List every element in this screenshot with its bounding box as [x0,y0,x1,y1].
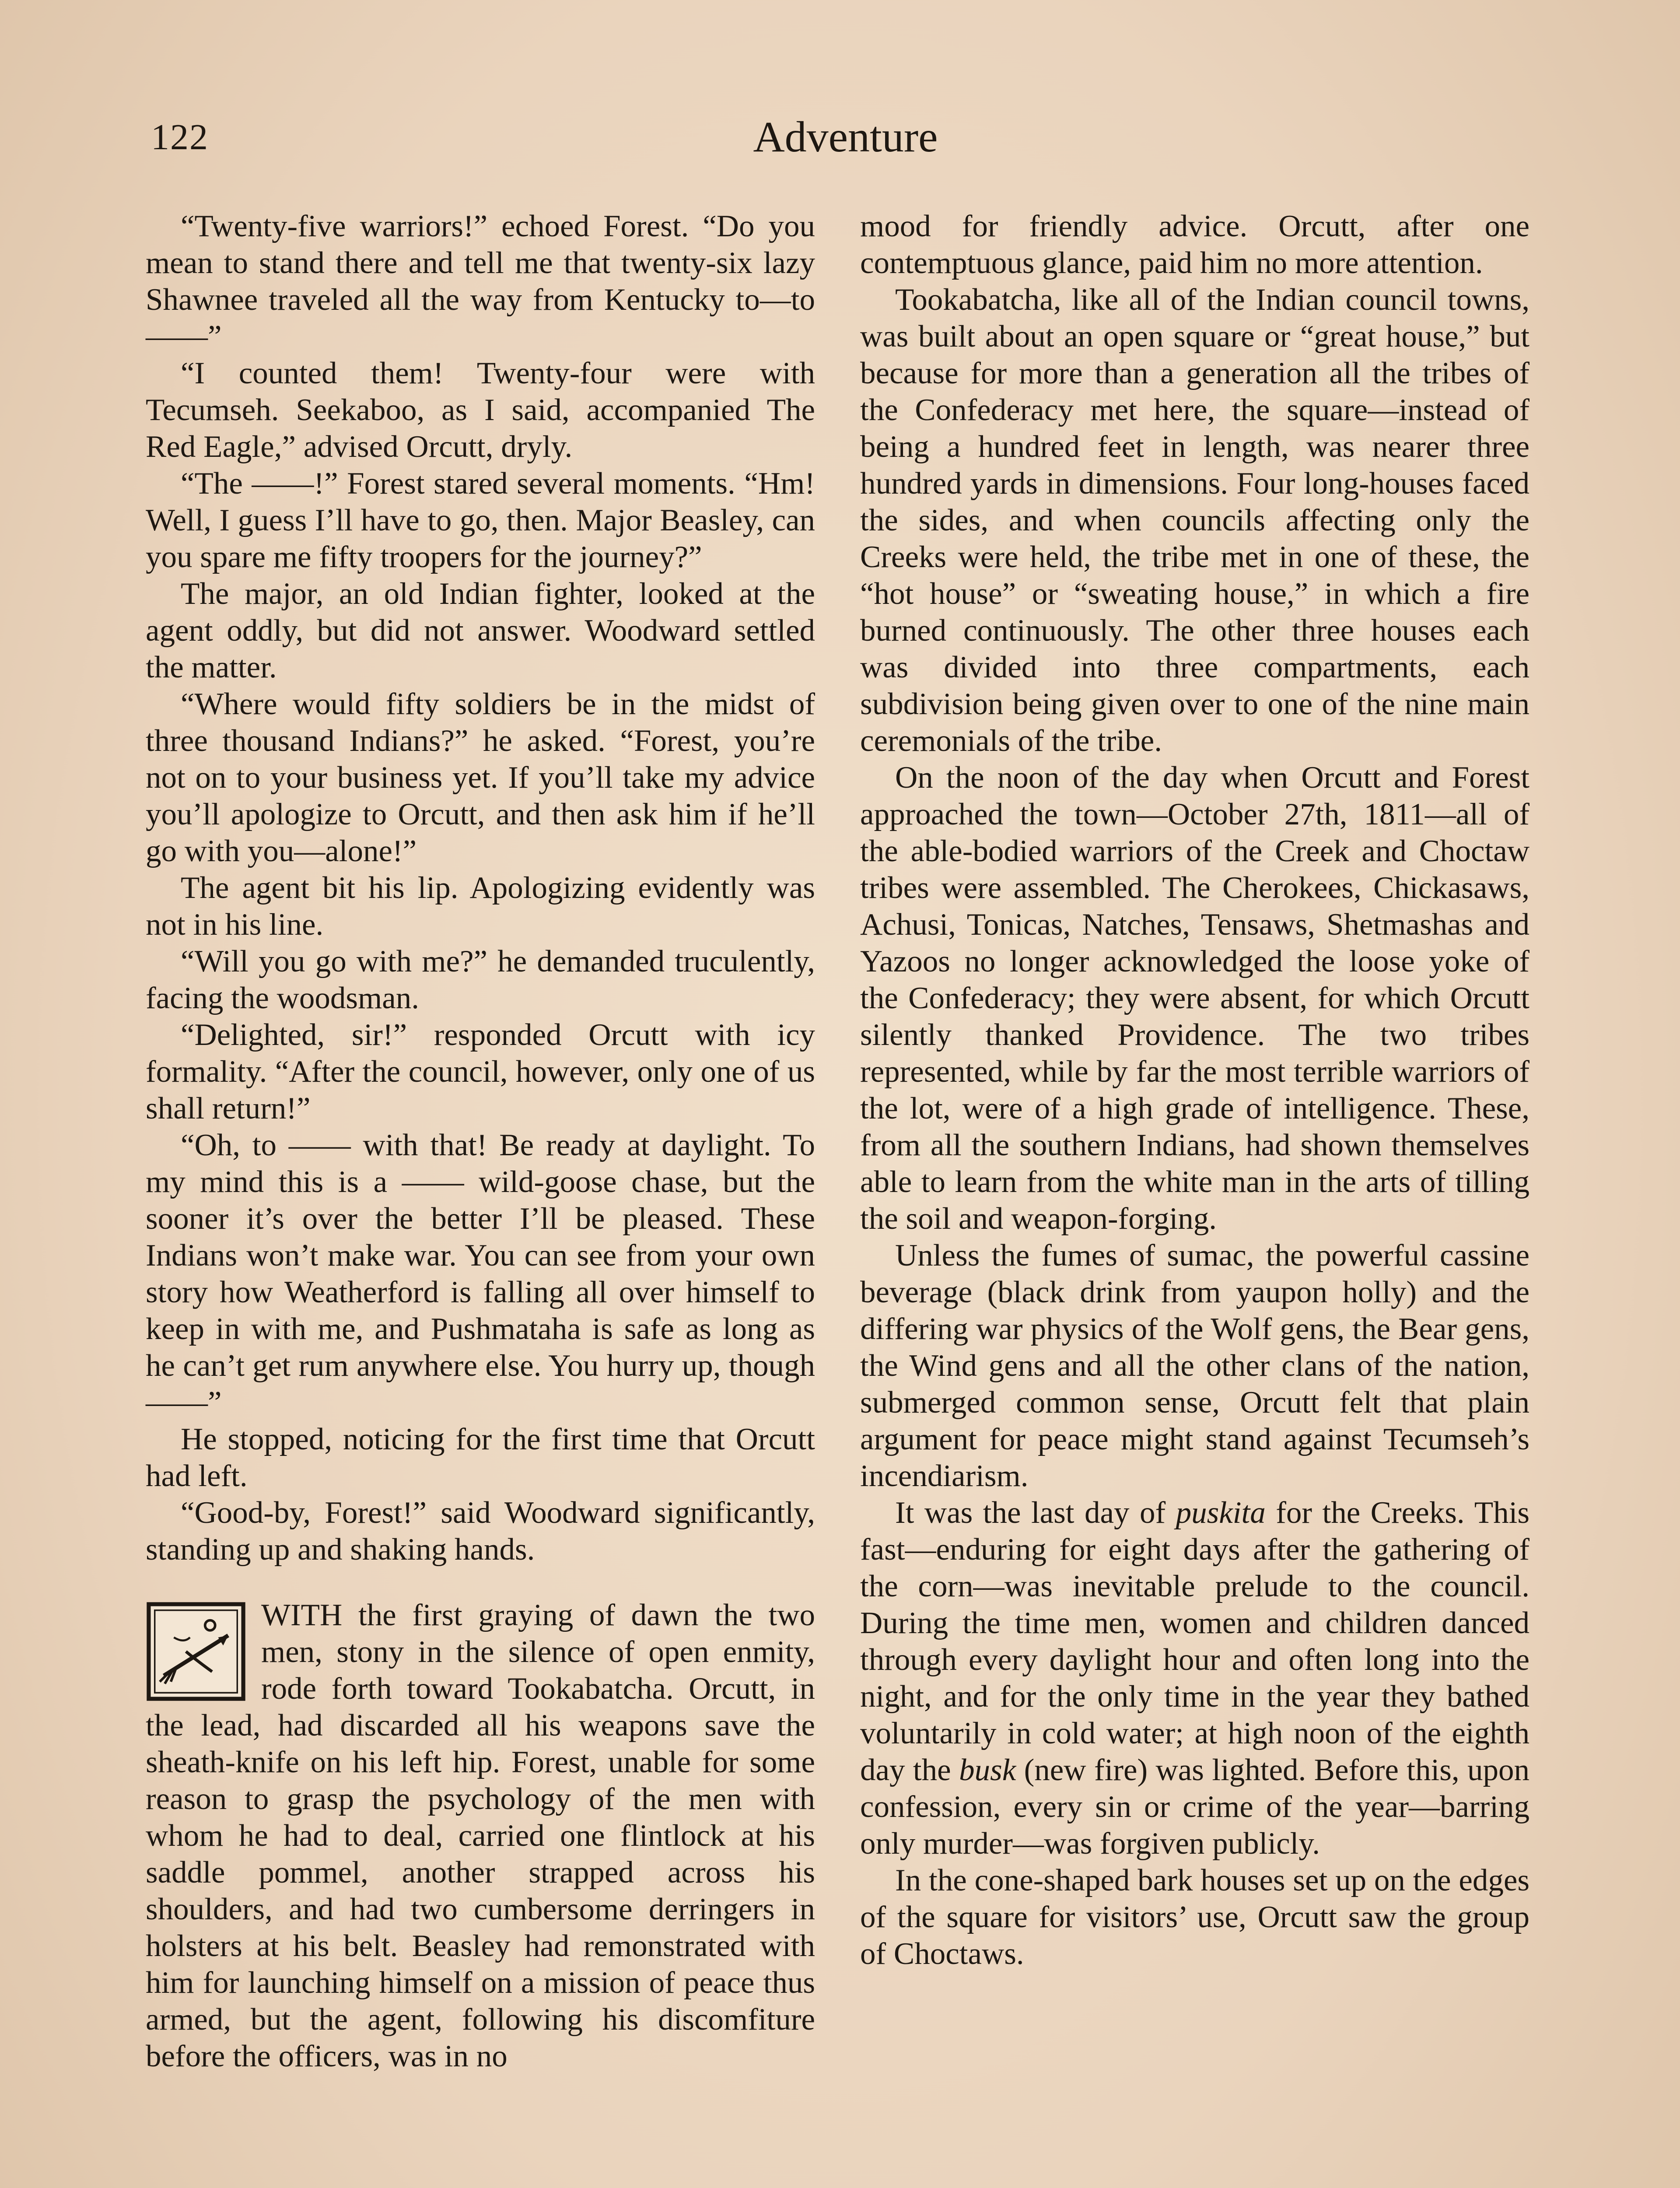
section-opening-paragraph [146,1597,815,2075]
right-column [860,208,1530,1972]
section-break [146,1568,815,1597]
page-header [151,112,1540,173]
paragraph: He stopped, noticing for the first time that Orcutt had left. [146,1422,815,1493]
italic-term: puskita [1176,1496,1266,1530]
paragraph-continuation: mood for friendly advice. Orcutt, after one contemptuous glance, paid him no more attention. [860,209,1530,280]
paragraph: “Where would fifty soldiers be in the midst of three thousand Indians?” he asked. “Forest, you’re not on to your business yet. If you’ll take my advice you’ll apologize to Orcutt, and then ask him if he’ll go with you—alone!” [146,687,815,868]
text-run: (new fire) was lighted. Before this, upon confession, every sin or crime of the year—barring only murder—was forgiven publicly. [860,1753,1530,1861]
paragraph: “Twenty-five warriors!” echoed Forest. “Do you mean to stand there and tell me that twenty-six lazy Shawnee traveled all the way from Kentucky to—to——” [146,209,815,354]
paragraph: Tookabatcha, like all of the Indian council towns, was built about an open square or “great house,” but because for more than a generation all the tribes of the Confederacy met here, the square—instead of being a hundred feet in length, was nearer three hundred yards in dimensions. Four long-houses faced the sides, and when councils affecting only the Creeks were held, the tribe met in one of these, the “hot house” or “sweating house,” in which a fire burned continuously. The other three houses each was divided into three compartments, each subdivision being given over to one of the nine main ceremonials of the tribe. [860,283,1530,758]
paragraph: “Will you go with me?” he demanded truculently, facing the woodsman. [146,944,815,1015]
paragraph: “The ——!” Forest stared several moments. “Hm! Well, I guess I’ll have to go, then. Major Beasley, can you spare me fifty troopers for the journey?” [146,466,815,574]
paragraph: In the cone-shaped bark houses set up on the edges of the square for visitors’ use, Orcutt saw the group of Choctaws. [860,1863,1530,1971]
italic-term: busk [959,1753,1016,1787]
paragraph: “Oh, to —— with that! Be ready at daylight. To my mind this is a —— wild-goose chase, but the sooner it’s over the better I’ll be pleased. These Indians won’t make war. You can see from your own story how Weatherford is falling all over himself to keep in with me, and Pushmataha is safe as long as he can’t get rum anywhere else. You hurry up, though——” [146,1128,815,1420]
left-column [146,208,815,2075]
paragraph: “Good-by, Forest!” said Woodward significantly, standing up and shaking hands. [146,1496,815,1567]
paragraph: Unless the fumes of sumac, the powerful cassine beverage (black drink from yaupon holly) and the differing war physics of the Wolf gens, the Bear gens, the Wind gens and all the other clans of the nation, submerged common sense, Orcutt felt that plain argument for peace might stand against Tecumseh’s incendiarism. [860,1238,1530,1493]
text-run: It was the last day of [895,1496,1176,1530]
paragraph: On the noon of the day when Orcutt and Forest approached the town—October 27th, 1811—all of the able-bodied warriors of the Creek and Choctaw tribes were assembled. The Cherokees, Chickasaws, Achusi, Tonicas, Natches, Tensaws, Shetmashas and Yazoos no longer acknowledged the loose yoke of the Confederacy; they were absent, for which Orcutt silently thanked Providence. The two tribes represented, while by far the most terrible warriors of the lot, were of a high grade of intelligence. These, from all the southern Indians, had shown themselves able to learn from the white man in the arts of tilling the soil and weapon-forging. [860,761,1530,1236]
running-title: Adventure [753,112,938,161]
section-opening-text: WITH the first graying of dawn the two men, stony in the silence of open enmity, rode forth toward Tookabatcha. Orcutt, in the lead, had discarded all his weapons save the sheath-knife on his left hip. Forest, unable for some reason to grasp the psychology of the men with whom he had to deal, carried one flintlock at his saddle pommel, another strapped across his shoulders, and had two cumbersome derringers in holsters at his belt. Beasley had remonstrated with him for launching himself on a mission of peace thus armed, but the agent, following his discomfiture before the officers, was in no [146,1598,815,2073]
paragraph: The major, an old Indian fighter, looked at the agent oddly, but did not answer. Woodward settled the matter. [146,577,815,684]
spear-and-feather-icon [146,1601,246,1702]
paragraph-puskita [860,1494,1530,1862]
text-run: for the Creeks. This fast—enduring for eight days after the gathering of the corn—was inevitable prelude to the council. During the time men, women and children danced through every daylight hour and often long into the night, and for the only time in the year they bathed voluntarily in cold water; at high noon of the eighth day the [860,1496,1530,1787]
paragraph: “Delighted, sir!” responded Orcutt with icy formality. “After the council, however, only one of us shall return!” [146,1018,815,1126]
paragraph: The agent bit his lip. Apologizing evidently was not in his line. [146,871,815,942]
paragraph: “I counted them! Twenty-four were with Tecumseh. Seekaboo, as I said, accompanied The Red Eagle,” advised Orcutt, dryly. [146,356,815,464]
page-number: 122 [151,117,209,158]
